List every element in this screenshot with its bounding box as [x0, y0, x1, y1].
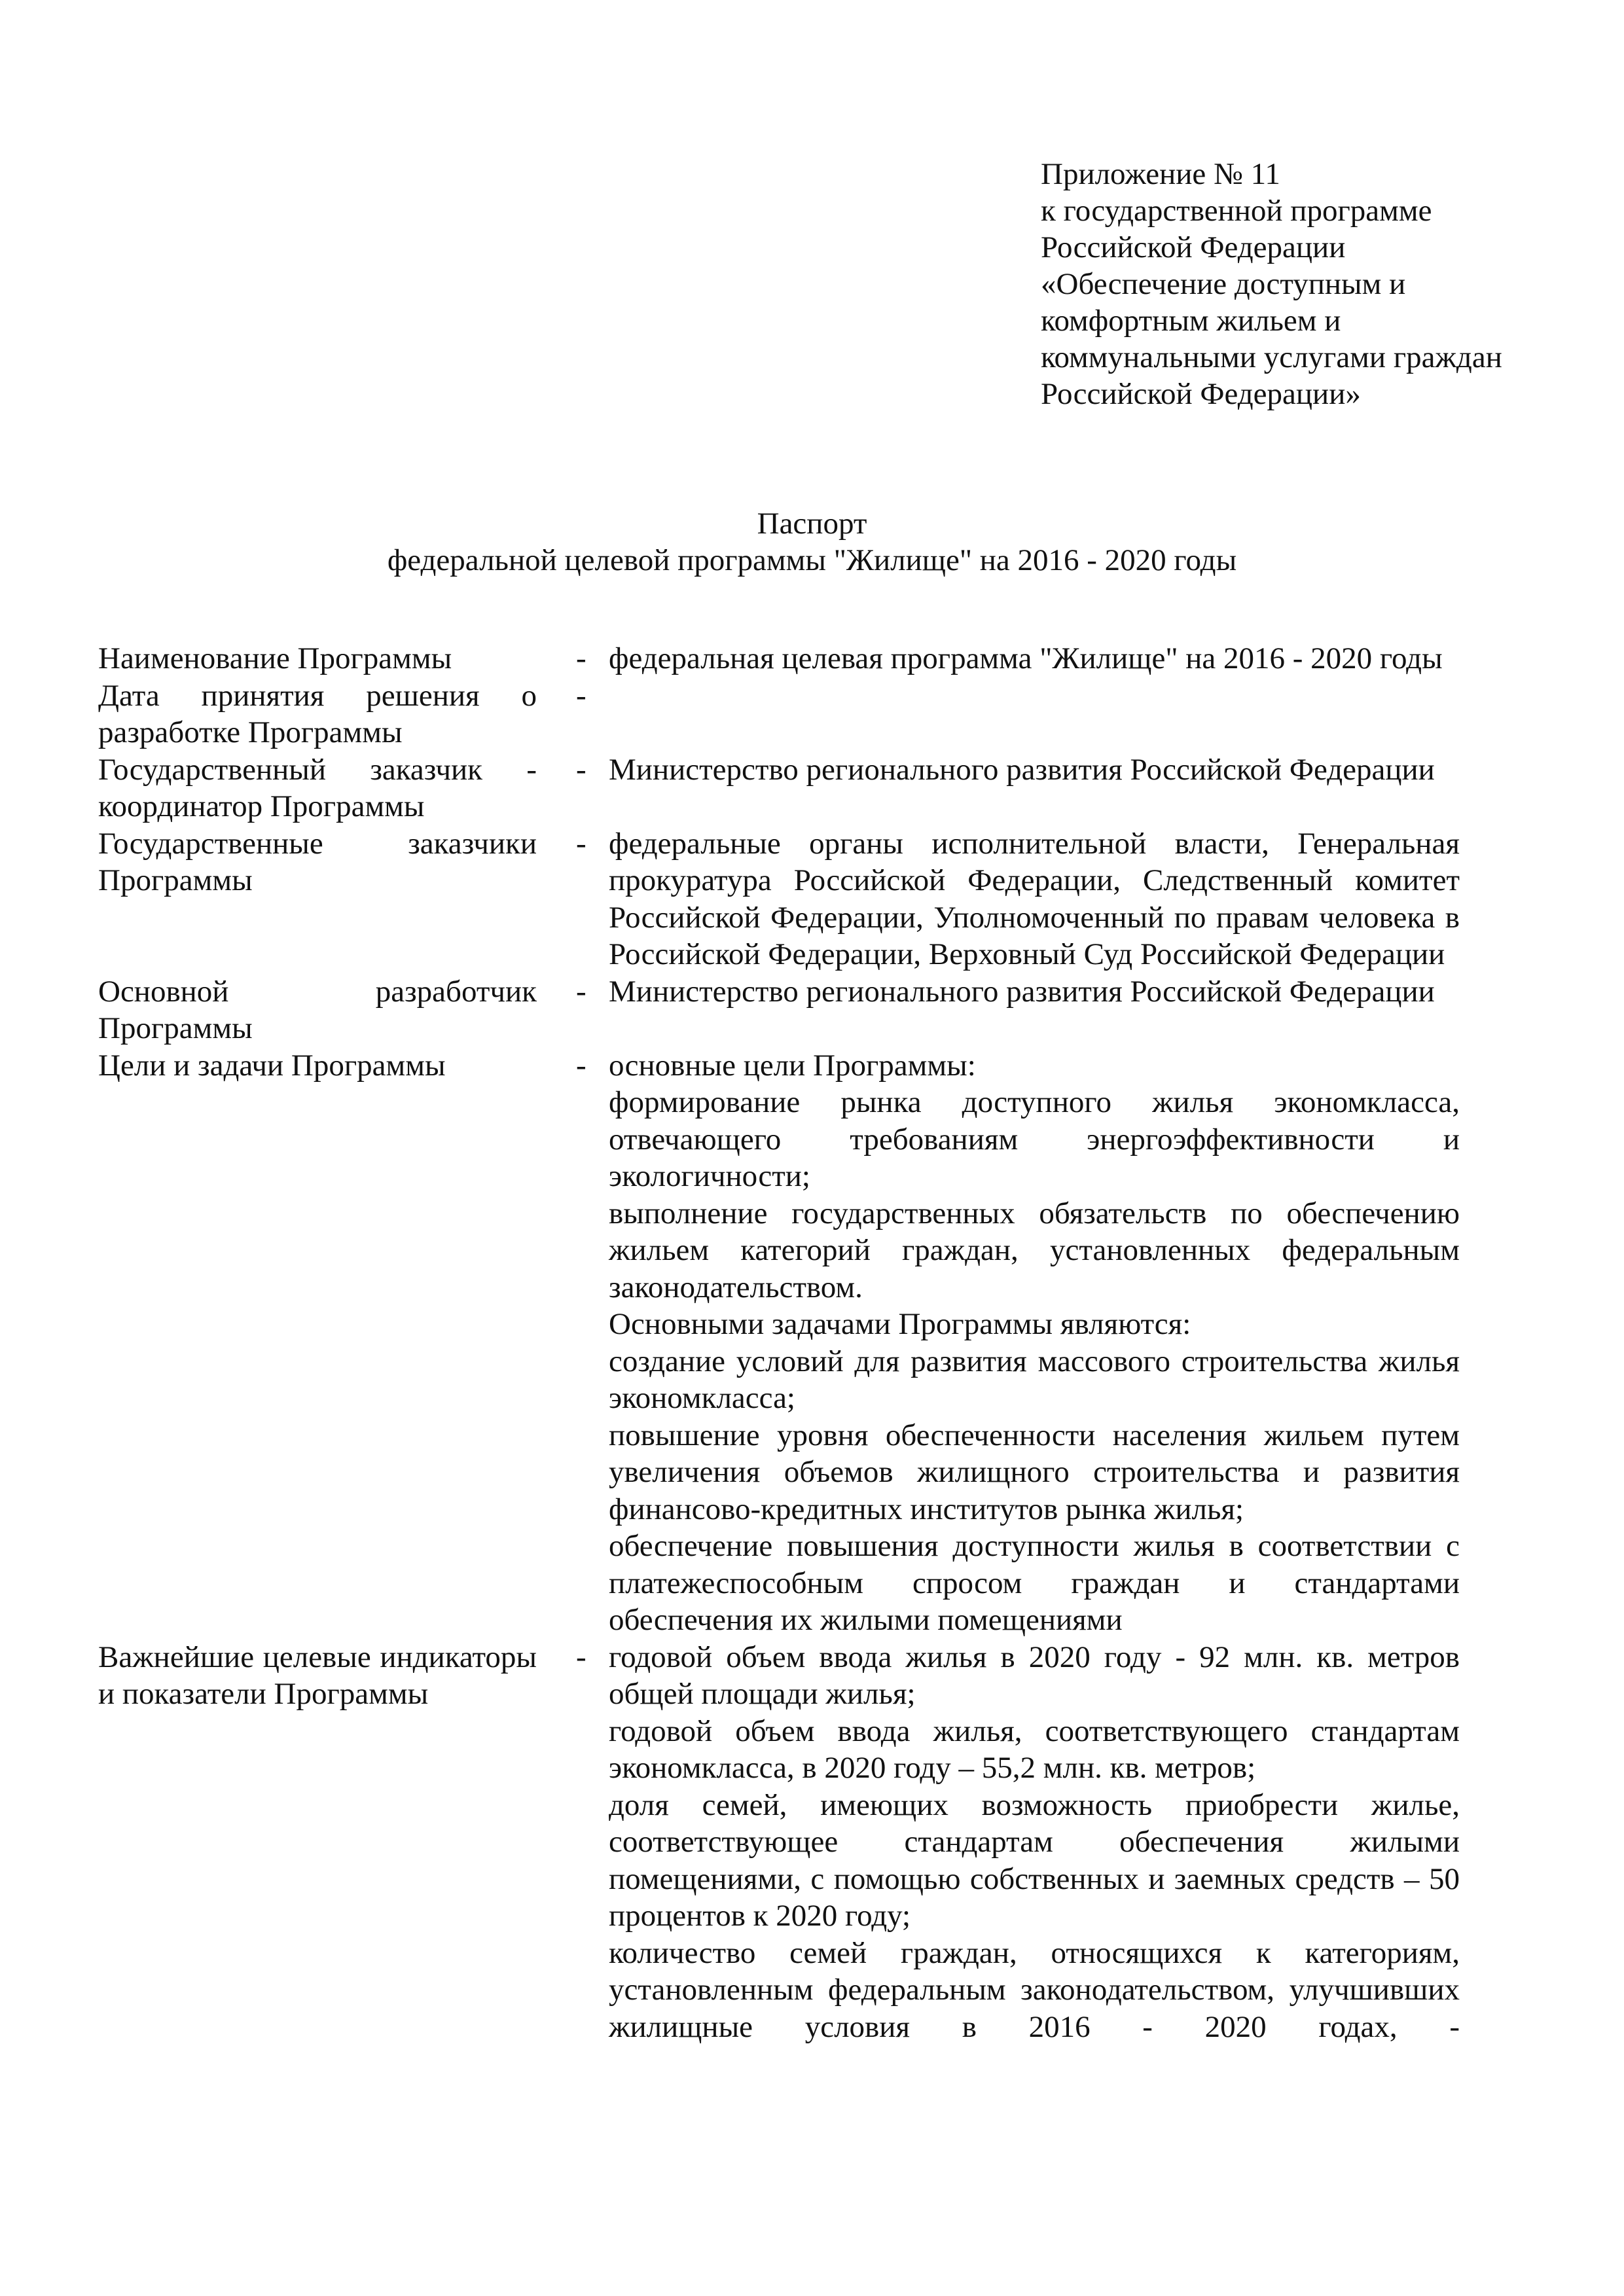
- passport-row-customers: [98, 825, 1479, 973]
- row-value: [609, 1639, 1460, 2046]
- row-paragraph: повышение уровня обеспеченности населения жильем путем увеличения объемов жилищного строительства и развития финансово-кредитных институтов рынка жилья;: [609, 1418, 1460, 1526]
- row-paragraph: федеральные органы исполнительной власти, Генеральная прокуратура Российской Федерации, Следственный комитет Российской Федерации, Уполномоченный по правам человека в Российской Федерации, Верховный Суд Российской Федерации: [609, 826, 1460, 971]
- row-paragraph: обеспечение повышения доступности жилья в соответствии с платежеспособным спросом граждан и стандартами обеспечения их жилыми помещениями: [609, 1529, 1460, 1637]
- row-paragraph: годовой объем ввода жилья, соответствующего стандартам экономкласса, в 2020 году – 55,2 млн. кв. метров;: [609, 1713, 1460, 1785]
- row-dash: -: [576, 826, 586, 861]
- row-label: Государственный заказчик - координатор Программы: [98, 752, 537, 823]
- row-paragraph: годовой объем ввода жилья в 2020 году - 92 млн. кв. метров общей площади жилья;: [609, 1640, 1460, 1711]
- appendix-line: Приложение № 11: [1041, 157, 1280, 191]
- appendix-line: «Обеспечение доступным и: [1041, 267, 1406, 301]
- row-paragraph: доля семей, имеющих возможность приобрести жилье, соответствующее стандартам обеспечения жилыми помещениями, с помощью собственных и заемных средств – 50 процентов к 2020 году;: [609, 1787, 1460, 1933]
- passport-row-developer: [98, 973, 1479, 1047]
- row-paragraph: Министерство регионального развития Российской Федерации: [609, 974, 1435, 1009]
- row-value: [609, 973, 1460, 1011]
- row-label: Основной разработчик Программы: [98, 974, 537, 1045]
- row-dash: -: [576, 752, 586, 787]
- row-value: [609, 640, 1460, 677]
- row-value: [609, 825, 1460, 973]
- title-line-2: федеральной целевой программы "Жилище" на 2016 - 2020 годы: [387, 543, 1237, 577]
- row-dash: -: [576, 678, 586, 713]
- row-dash: -: [576, 1048, 586, 1083]
- appendix-line: комфортным жильем и: [1041, 304, 1341, 338]
- appendix-block: [1041, 156, 1551, 412]
- document-title: [0, 505, 1624, 579]
- row-dash: -: [576, 974, 586, 1009]
- row-paragraph: создание условий для развития массового строительства жилья экономкласса;: [609, 1344, 1460, 1415]
- appendix-line: Российской Федерации»: [1041, 377, 1361, 411]
- row-label: Наименование Программы: [98, 641, 452, 675]
- row-dash: -: [576, 641, 586, 675]
- passport-table: [98, 640, 1479, 2045]
- row-paragraph: основные цели Программы:: [609, 1048, 976, 1083]
- row-value: [609, 751, 1460, 789]
- appendix-line: к государственной программе: [1041, 194, 1432, 228]
- row-paragraph: Министерство регионального развития Российской Федерации: [609, 752, 1435, 787]
- row-label: Государственные заказчики Программы: [98, 826, 537, 897]
- row-dash: -: [576, 1640, 586, 1674]
- passport-row-decision-date: [98, 677, 1479, 751]
- row-paragraph: формирование рынка доступного жилья экономкласса, отвечающего требованиям энергоэффективности и экологичности;: [609, 1085, 1460, 1193]
- row-label: Дата принятия решения о разработке Программы: [98, 678, 537, 749]
- row-label: Цели и задачи Программы: [98, 1048, 446, 1083]
- row-label: Важнейшие целевые индикаторы и показатели Программы: [98, 1640, 537, 1711]
- row-paragraph: федеральная целевая программа "Жилище" на 2016 - 2020 годы: [609, 641, 1443, 675]
- row-paragraph: количество семей граждан, относящихся к категориям, установленным федеральным законодательством, улучшивших жилищные условия в 2016 - 2020 годах, -: [609, 1935, 1460, 2044]
- appendix-line: коммунальными услугами граждан: [1041, 340, 1502, 374]
- row-value: [609, 1047, 1460, 1639]
- row-paragraph: Основными задачами Программы являются:: [609, 1307, 1191, 1341]
- passport-row-goals: [98, 1047, 1479, 1639]
- appendix-line: Российской Федерации: [1041, 230, 1346, 264]
- row-paragraph: выполнение государственных обязательств по обеспечению жильем категорий граждан, установленных федеральным законодательством.: [609, 1196, 1460, 1304]
- title-line-1: Паспорт: [757, 507, 867, 541]
- passport-row-coordinator: [98, 751, 1479, 825]
- passport-row-indicators: [98, 1639, 1479, 2046]
- passport-row-name: [98, 640, 1479, 677]
